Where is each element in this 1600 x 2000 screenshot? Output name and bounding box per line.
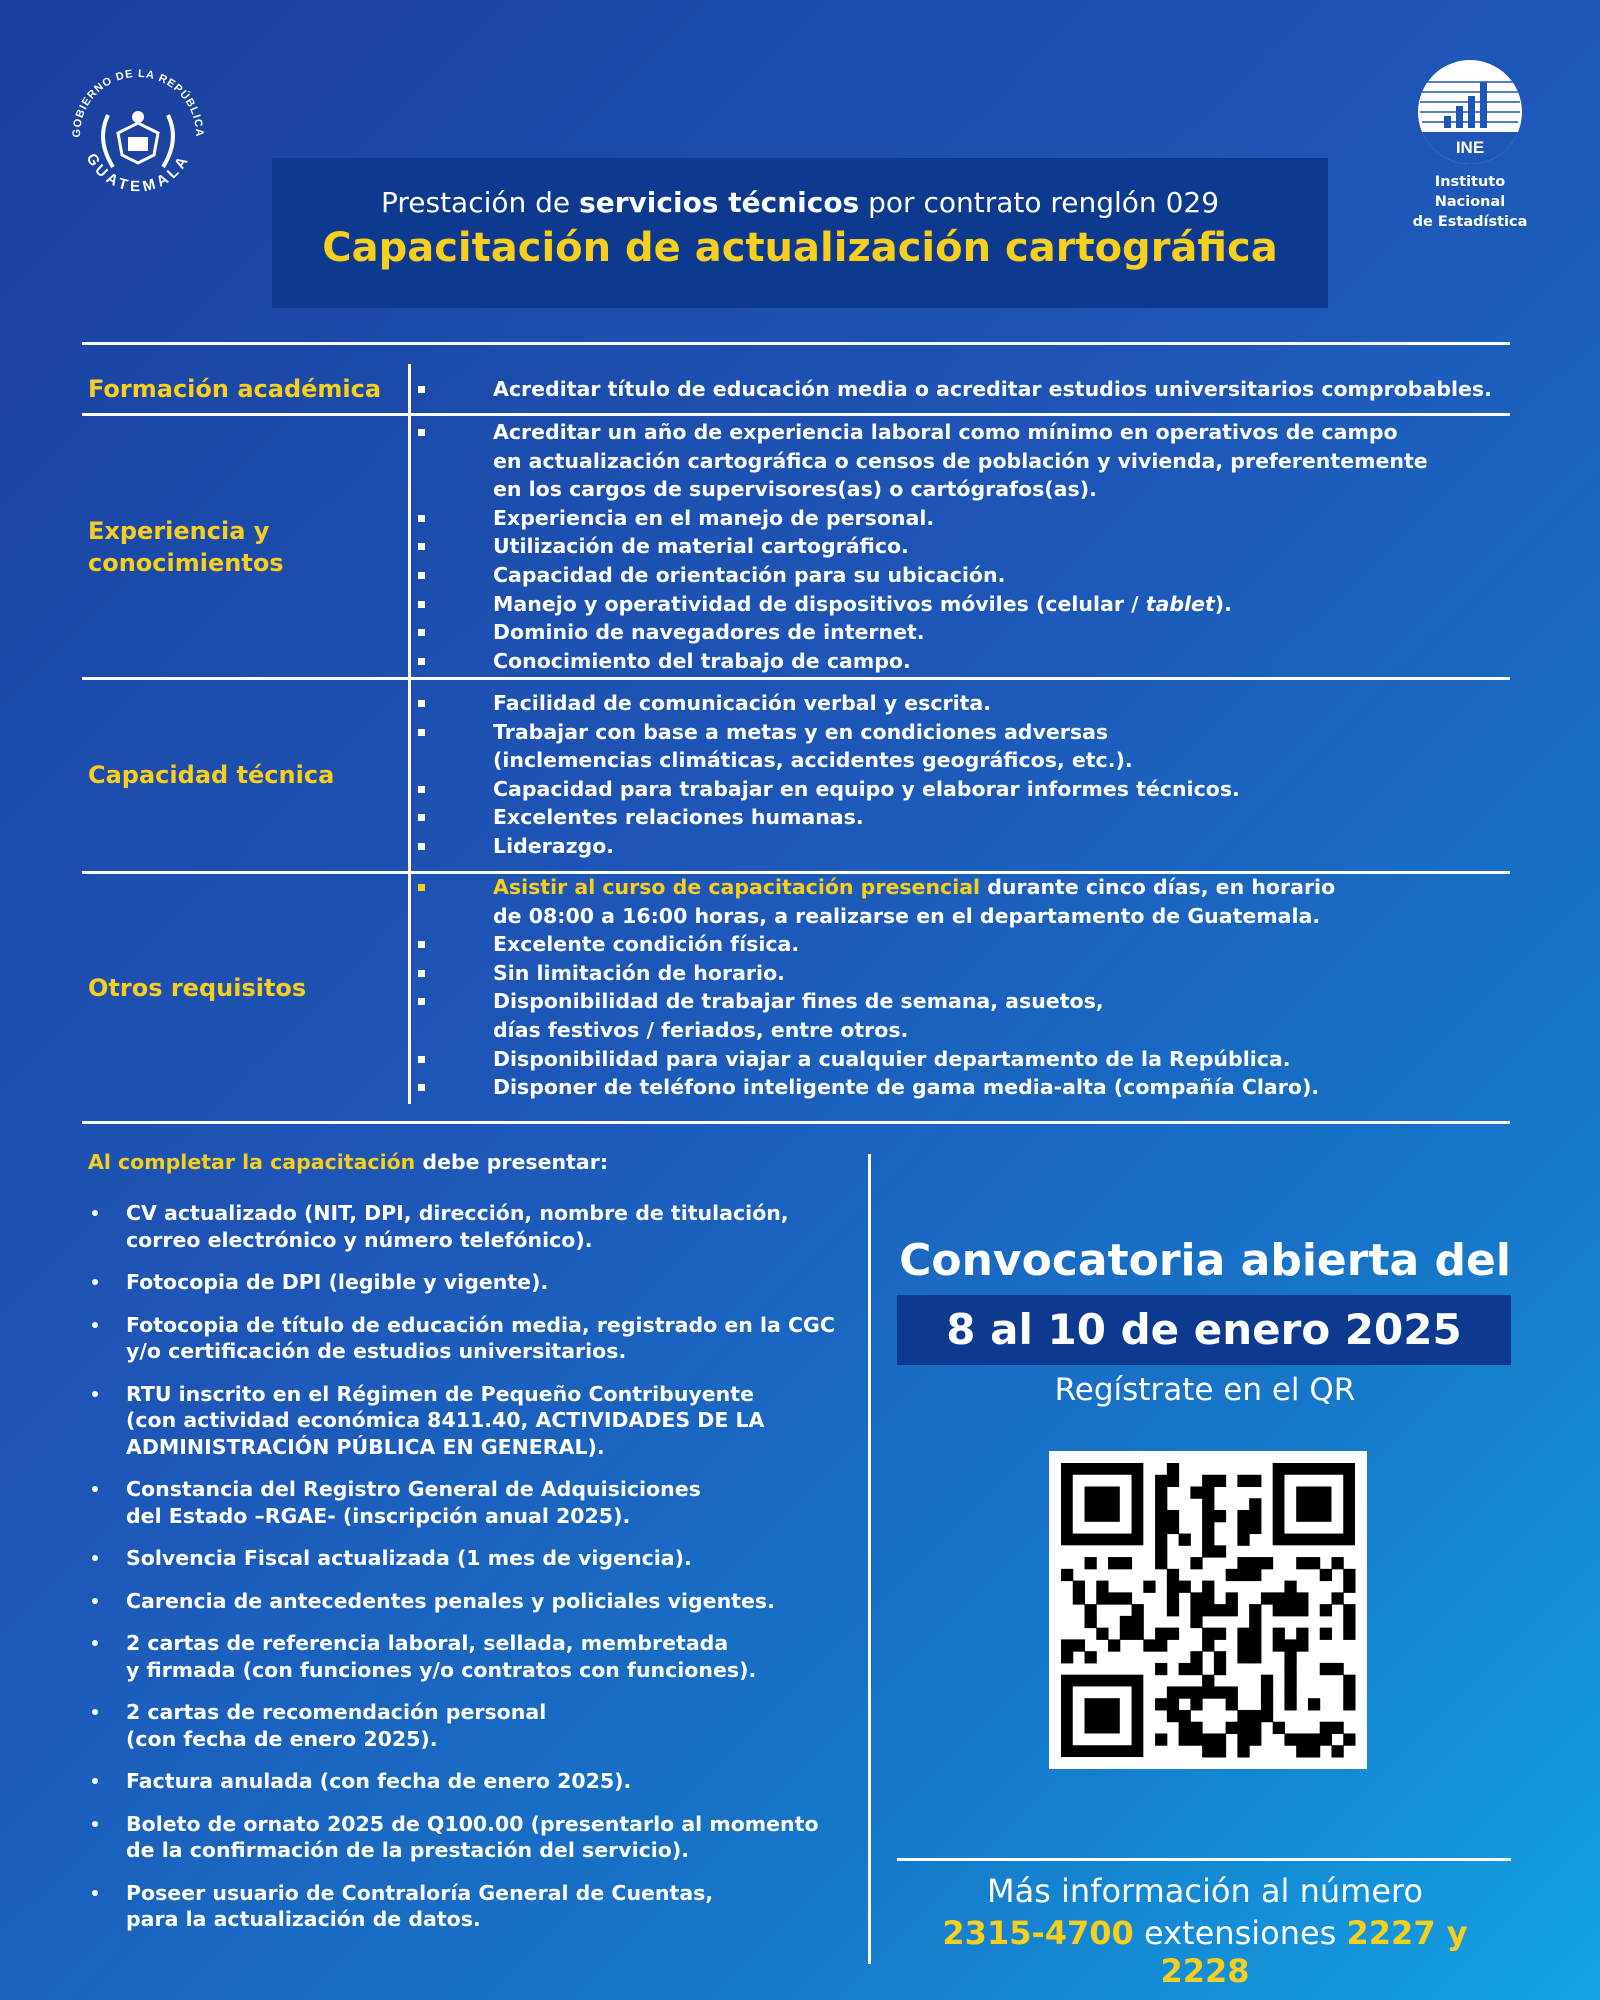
list-formacion [415,375,1515,404]
convocatoria-title: Convocatoria abierta del [899,1235,1511,1286]
column-divider [408,364,411,1104]
label-experiencia: Experiencia y conocimientos [88,517,284,577]
list-item: Excelente condición física. [415,930,1515,959]
table-top-divider [82,342,1510,345]
phone-number[interactable]: 2315-4700 [942,1914,1134,1952]
list-item: Liderazgo. [415,832,1515,861]
guatemala-seal-logo [58,55,218,215]
row-divider [82,413,1510,416]
list-item: RTU inscrito en el Régimen de Pequeño Contribuyente (con actividad económica 8411.40, ACTIVIDADES DE LA ADMINISTRACIÓN PÚBLICA EN GENERAL). [88,1381,858,1461]
list-item: Boleto de ornato 2025 de Q100.00 (presentarlo al momento de la confirmación de la prestación del servicio). [88,1811,858,1864]
convocatoria-dates: 8 al 10 de enero 2025 [897,1295,1511,1365]
row-divider [82,677,1510,680]
list-item: Asistir al curso de capacitación presencial durante cinco días, en horario de 08:00 a 16:00 horas, a realizarse en el departamento de Guatemala. [415,873,1515,930]
list-item: Poseer usuario de Contraloría General de Cuentas, para la actualización de datos. [88,1880,858,1933]
page-title: Capacitación de actualización cartográfica [322,225,1278,271]
list-item: Manejo y operatividad de dispositivos móviles (celular / tablet). [415,590,1515,619]
list-item: Carencia de antecedentes penales y policiales vigentes. [88,1588,858,1615]
table-bottom-divider [82,1121,1510,1124]
header-box [272,158,1328,308]
svg-text:GUATEMALA: GUATEMALA [82,150,194,196]
contact-numbers: 2315-4700 extensiones 2227 y 2228 [942,1914,1468,1990]
extensions: 2227 y 2228 [1160,1914,1468,1990]
list-item: Disponibilidad para viajar a cualquier departamento de la República. [415,1045,1515,1074]
ine-logo-icon [1418,60,1522,164]
list-item: Disponer de teléfono inteligente de gama media-alta (compañía Claro). [415,1073,1515,1102]
list-item: 2 cartas de recomendación personal (con fecha de enero 2025). [88,1699,858,1752]
section-divider [868,1154,871,1964]
list-item: Acreditar un año de experiencia laboral como mínimo en operativos de campo en actualización cartográfica o censos de población y vivienda, preferentemente en los cargos de supervisores(as) o cartógrafos(as). [415,418,1515,504]
register-text: Regístrate en el QR [1054,1372,1356,1408]
list-item: 2 cartas de referencia laboral, sellada, membretada y firmada (con funciones y/o contratos con funciones). [88,1630,858,1683]
list-item: CV actualizado (NIT, DPI, dirección, nombre de titulación, correo electrónico y número telefónico). [88,1200,858,1253]
label-otros: Otros requisitos [88,974,307,1002]
list-item: Fotocopia de DPI (legible y vigente). [88,1269,858,1296]
list-item: Solvencia Fiscal actualizada (1 mes de vigencia). [88,1545,858,1572]
list-item: Sin limitación de horario. [415,959,1515,988]
list-otros [415,873,1515,1102]
list-item: Conocimiento del trabajo de campo. [415,647,1515,676]
label-capacidad: Capacidad técnica [88,761,335,789]
qr-code[interactable] [1049,1451,1367,1769]
list-item: Factura anulada (con fecha de enero 2025). [88,1768,858,1795]
list-item: Disponibilidad de trabajar fines de semana, asuetos, días festivos / feriados, entre otros. [415,987,1515,1044]
list-capacidad [415,689,1515,861]
contact-divider [897,1858,1511,1861]
list-experiencia [415,418,1515,675]
list-item: Capacidad para trabajar en equipo y elaborar informes técnicos. [415,775,1515,804]
list-item: Capacidad de orientación para su ubicación. [415,561,1515,590]
ine-name-line1: Instituto Nacional [1434,174,1506,210]
list-item: Facilidad de comunicación verbal y escrita. [415,689,1515,718]
documents-list [88,1200,858,1949]
contact-line: Más información al número [986,1872,1424,1910]
list-item: Acreditar título de educación media o acreditar estudios universitarios comprobables. [415,375,1515,404]
list-item: Dominio de navegadores de internet. [415,618,1515,647]
list-item: Fotocopia de título de educación media, registrado en la CGC y/o certificación de estudios universitarios. [88,1312,858,1365]
list-item: Trabajar con base a metas y en condiciones adversas (inclemencias climáticas, accidentes geográficos, etc.). [415,718,1515,775]
list-item: Excelentes relaciones humanas. [415,803,1515,832]
header-subtitle: Prestación de servicios técnicos por contrato renglón 029 [380,186,1220,219]
ine-logo [1400,60,1540,232]
ine-name-line2: de Estadística [1412,214,1528,230]
svg-text:GOBIERNO DE LA REPÚBLICA: GOBIERNO DE LA REPÚBLICA [70,67,206,138]
documents-title: Al completar la capacitación debe presentar: [88,1150,609,1174]
label-formacion: Formación académica [88,375,382,403]
svg-text:INE: INE [1455,138,1485,157]
list-item: Constancia del Registro General de Adquisiciones del Estado –RGAE- (inscripción anual 2025). [88,1476,858,1529]
list-item: Experiencia en el manejo de personal. [415,504,1515,533]
list-item: Utilización de material cartográfico. [415,532,1515,561]
